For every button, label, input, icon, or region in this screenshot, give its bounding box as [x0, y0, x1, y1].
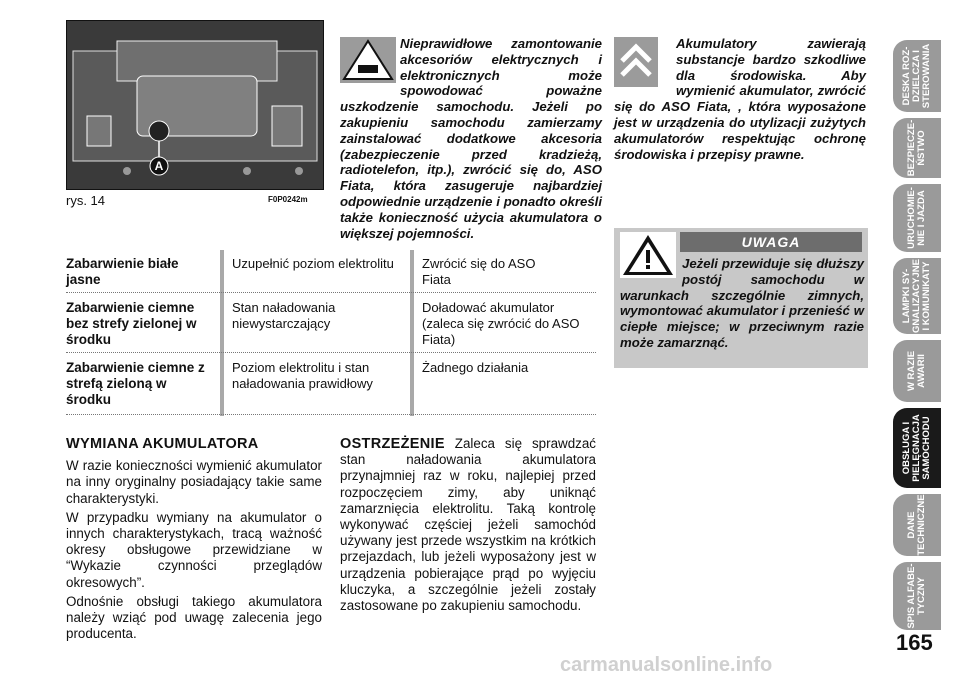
tab-obsluga[interactable]: OBSŁUGA I PIELĘGNACJA SAMOCHODU — [893, 408, 941, 488]
row-separator — [66, 352, 596, 353]
battery-replacement-section — [66, 436, 322, 645]
table-cell: Zabarwienie ciemne bez strefy zielonej w środku — [66, 300, 197, 347]
tab-spis-alfabetyczny[interactable]: SPIS ALFABE- TYCZNY — [893, 562, 941, 630]
uwaga-text: Jeżeli przewiduje się dłuższy postój samochodu w warunkach szczególnie zimnych, wymontować akumulator i przenieść w ciepłe miejsce; w przeciwnym razie może zamarznąć. — [620, 256, 864, 350]
watermark: carmanualsonline.info — [560, 654, 773, 676]
table-cell: Żadnego działania — [422, 360, 529, 375]
engine-bay-figure — [66, 20, 324, 190]
table-cell: Doładować akumulator (zaleca się zwrócić do ASO Fiata) — [422, 300, 580, 347]
tab-deska-rozdzielcza[interactable]: DESKA ROZ- DZIELCZA I STEROWANIA — [893, 40, 941, 112]
label-a: A — [154, 159, 164, 173]
warning-lead: OSTRZEŻENIE — [340, 436, 445, 452]
paragraph: W przypadku wymiany na akumulator o innych charakterystykach, tracą ważność okresy obsługowe przewidziane w “Wykazie czynności przeglądów okresowych”. — [66, 509, 322, 590]
table-cell: Uzupełnić poziom elektrolitu — [232, 256, 394, 271]
table-cell: Stan naładowania niewystarczający — [232, 300, 336, 331]
table-cell: Poziom elektrolitu i stan naładowania prawidłowy — [232, 360, 373, 391]
battery-indicator-table — [66, 250, 596, 420]
table-cell: Zwrócić się do ASO Fiata — [422, 256, 536, 287]
tab-dane-techniczne[interactable]: DANE TECHNICZNE — [893, 494, 941, 556]
uwaga-title: UWAGA — [680, 232, 862, 252]
row-separator — [66, 414, 596, 415]
paragraph: W razie konieczności wymienić akumulator na inny oryginalny posiadający takie same charakterystyki. — [66, 458, 322, 506]
figure-caption: rys. 14 — [66, 193, 106, 208]
tab-w-razie-awarii[interactable]: W RAZIE AWARII — [893, 340, 941, 402]
table-divider — [220, 250, 224, 416]
table-cell: Zabarwienie ciemne z strefą zieloną w środku — [66, 360, 205, 407]
section-heading: WYMIANA AKUMULATORA — [66, 436, 259, 452]
eco-text-battery: Akumulatory zawierają substancje bardzo szkodliwe dla środowiska. Aby wymienić akumulator, zwrócić się do ASO Fiata, , która wyposażone jest w urządzenia do utylizacji zużytych akumulatorów respektując ochronę środowiska i przepisy prawne. — [614, 36, 866, 162]
row-separator — [66, 292, 596, 293]
tab-lampki[interactable]: LAMPKI SY- GNALIZACYJNE I KOMUNIKATY — [893, 258, 941, 334]
paragraph: Odnośnie obsługi takiego akumulatora należy wziąć pod uwagę zalecenia jego producenta. — [66, 593, 322, 642]
tab-bezpieczenstwo[interactable]: BEZPIECZE- ŃSTWO — [893, 118, 941, 178]
warning-text-accessories: Nieprawidłowe zamontowanie akcesoriów elektrycznych i elektronicznych może spowodować poważne uszkodzenie samochodu. Jeżeli po zakupieniu samochodu zamierzamy zainstalować dodatkowe akcesoria (zabezpieczenie przed kradzieżą, radiotelefon, itp.), zwrócić się do, ASO Fiata, która zasugeruje najbardziej odpowiednie urządzenie i ponadto określi także konieczność użycia akumulatora o większej pojemności. — [340, 36, 602, 241]
paragraph: Zaleca się sprawdzać stan naładowania akumulatora przynajmniej raz w roku, najlepiej przed rozpoczęciem zimy, aby uniknąć zamarznięcia elektrolitu. Taką kontrolę wykonywać częściej jeżeli samochód używany jest przede wszystkim na krótkich przejazdach, lub jeżeli wyposażony jest w urządzenia pobierające prąd po wyjęciu kluczyka, a szczególnie jeżeli zostały zastosowane po zakupieniu samochodu. — [340, 436, 596, 614]
table-divider — [410, 250, 414, 416]
warning-section — [340, 436, 596, 617]
page-number: 165 — [896, 630, 933, 655]
tab-uruchomienie[interactable]: URUCHOMIE- NIE I JAZDA — [893, 184, 941, 252]
battery-illustration — [67, 21, 323, 189]
table-cell: Zabarwienie białe jasne — [66, 256, 179, 287]
figure-code: F0P0242m — [268, 195, 308, 204]
